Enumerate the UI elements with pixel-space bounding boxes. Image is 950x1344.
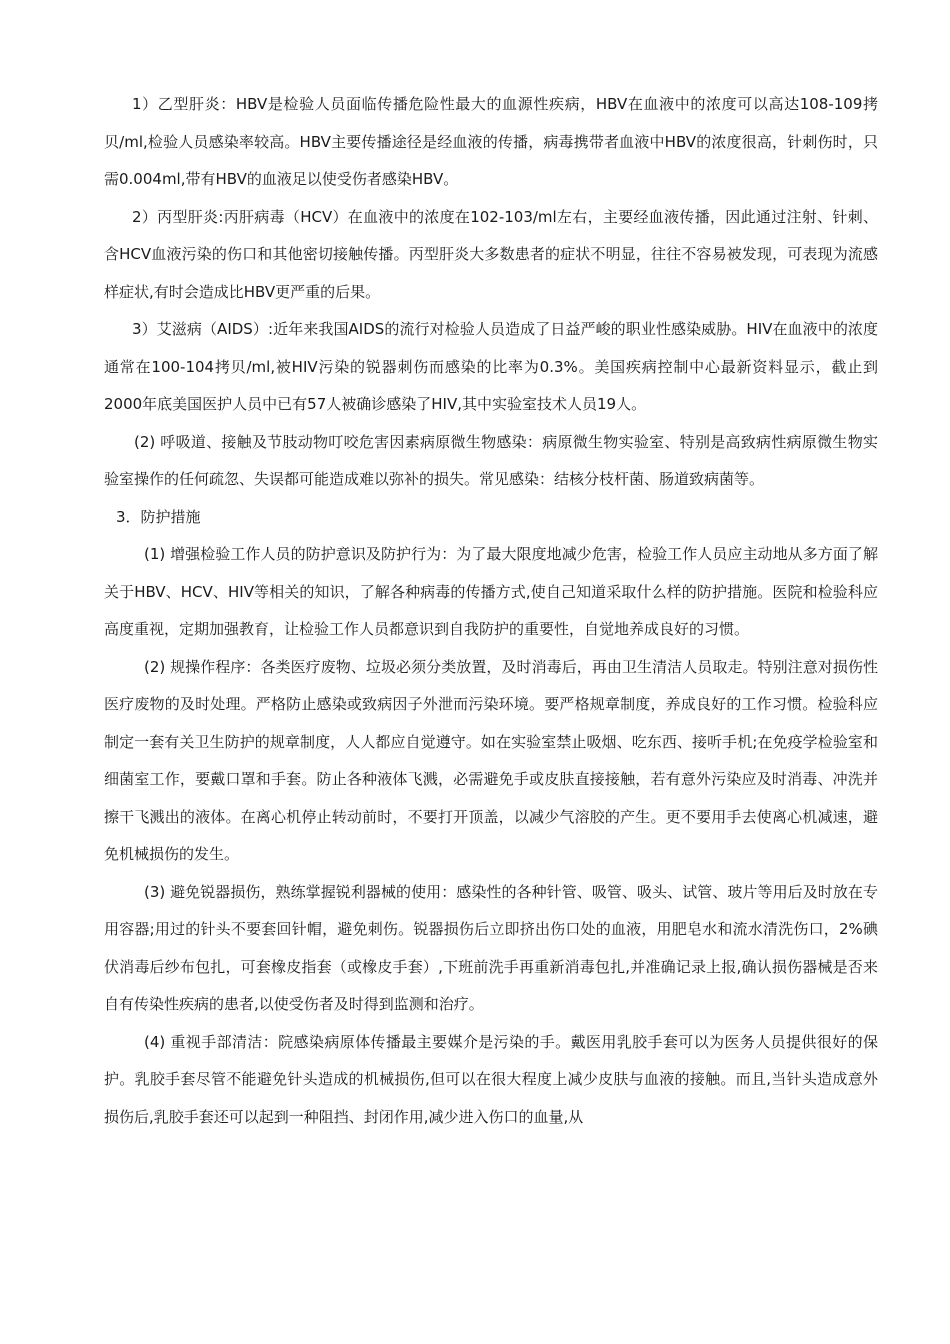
paragraph-procedures: (2) 规操作程序：各类医疗废物、垃圾必须分类放置，及时消毒后，再由卫生清洁人员取走。特别注意对损伤性医疗废物的及时处理。严格防止感染或致病因子外泄而污染环境。要严格规章制度，养成良好的工作习惯。检验科应制定一套有关卫生防护的规章制度，人人都应自觉遵守。如在实验室禁止吸烟、吃东西、接听手机;在免疫学检验室和细菌室工作，要戴口罩和手套。防止各种液体飞溅，必需避免手或皮肤直接接触，若有意外污染应及时消毒、冲洗并擦干飞溅出的液体。在离心机停止转动前时，不要打开顶盖，以减少气溶胶的产生。更不要用手去使离心机减速，避免机械损伤的发生。 [104,657,878,863]
paragraph-hepatitis-b: 1）乙型肝炎：HBV是检验人员面临传播危险性最大的血源性疾病，HBV在血液中的浓度可以高达108-109拷贝/ml,检验人员感染率较高。HBV主要传播途径是经血液的传播，病毒携带者血液中HBV的浓度很高，针刺伤时，只需0.004ml,带有HBV的血液足以使受伤者感染HBV。 [104,95,878,188]
paragraph-sharp-injury: (3) 避免锐器损伤，熟练掌握锐利器械的使用：感染性的各种针管、吸管、吸头、试管、玻片等用后及时放在专用容器;用过的针头不要套回针帽，避免刺伤。锐器损伤后立即挤出伤口处的血液，用肥皂水和流水清洗伤口，2%碘伏消毒后纱布包扎，可套橡皮指套（或橡皮手套）,下班前洗手再重新消毒包扎,并准确记录上报,确认损伤器械是否来自有传染性疾病的患者,以使受伤者及时得到监测和治疗。 [104,882,878,1013]
document-page [104,86,878,1136]
paragraph-awareness: (1) 增强检验工作人员的防护意识及防护行为：为了最大限度地减少危害，检验工作人员应主动地从多方面了解关于HBV、HCV、HIV等相关的知识，了解各种病毒的传播方式,使自己知道采取什么样的防护措施。医院和检验科应高度重视，定期加强教育，让检验工作人员都意识到自我防护的重要性，自觉地养成良好的习惯。 [104,545,878,638]
paragraph-aids: 3）艾滋病（AIDS）:近年来我国AIDS的流行对检验人员造成了日益严峻的职业性感染威胁。HIV在血液中的浓度通常在100-104拷贝/ml,被HIV污染的锐器刺伤而感染的比率为0.3%。美国疾病控制中心最新资料显示，截止到2000年底美国医护人员中已有57人被确诊感染了HIV,其中实验室技术人员19人。 [104,320,878,413]
paragraph-hepatitis-c: 2）丙型肝炎:丙肝病毒（HCV）在血液中的浓度在102-103/ml左右，主要经血液传播，因此通过注射、针刺、含HCV血液污染的伤口和其他密切接触传播。丙型肝炎大多数患者的症状不明显，往往不容易被发现，可表现为流感样症状,有时会造成比HBV更严重的后果。 [104,207,878,301]
paragraph-hand-hygiene: (4) 重视手部清洁：院感染病原体传播最主要媒介是污染的手。戴医用乳胶手套可以为医务人员提供很好的保护。乳胶手套尽管不能避免针头造成的机械损伤,但可以在很大程度上减少皮肤与血液的接触。而且,当针头造成意外损伤后,乳胶手套还可以起到一种阻挡、封闭作用,减少进入伤口的血量,从 [104,1032,878,1126]
paragraph-respiratory-infection: (2) 呼吸道、接触及节肢动物叮咬危害因素病原微生物感染：病原微生物实验室、特别是高致病性病原微生物实验室操作的任何疏忽、失误都可能造成难以弥补的损失。常见感染：结核分枝杆菌、肠道致病菌等。 [104,432,878,488]
section-heading-protection: 3．防护措施 [116,507,201,526]
